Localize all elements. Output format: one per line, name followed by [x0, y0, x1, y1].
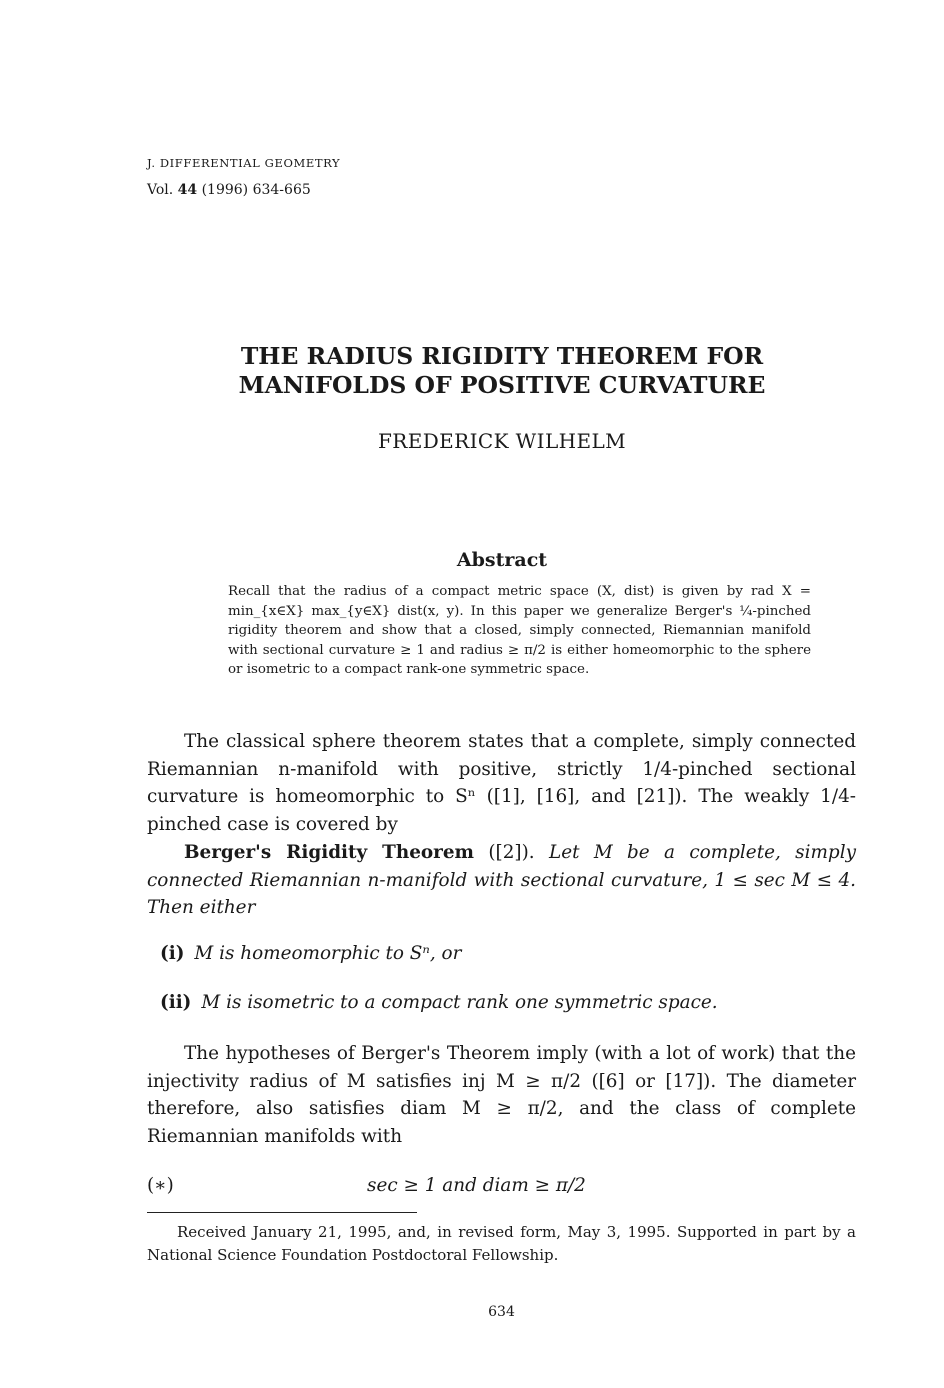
volume-suffix: (1996) 634-665	[201, 182, 311, 198]
footnote: Received January 21, 1995, and, in revised form, May 3, 1995. Supported in part by a National Science Foundation Postdoctoral Fellowship.	[147, 1223, 856, 1264]
footnote-rule	[147, 1212, 417, 1213]
paragraph-3: The hypotheses of Berger's Theorem imply (with a lot of work) that the injectivity radius of M satisfies inj M ≥ π/2 ([6] or [17]). The diameter therefore, also satisfies diam M ≥ π/2, and the class of complete Riemannian manifolds with	[147, 1043, 856, 1148]
journal-name: J. DIFFERENTIAL GEOMETRY	[147, 156, 341, 170]
theorem-name: Berger's Rigidity Theorem	[184, 842, 475, 863]
paragraph-1: The classical sphere theorem states that a complete, simply connected Riemannian n-manifold with positive, strictly 1/4-pinched sectional curvature is homeomorphic to Sⁿ ([1], [16], and [21]). The weakly 1/4-pinched case is covered by	[147, 731, 856, 836]
paper-title	[180, 342, 824, 400]
item-text: M is isometric to a compact rank one symmetric space.	[201, 992, 718, 1013]
theorem-text: Let M be a complete, simply connected Riemannian n-manifold with sectional curvature, 1 ≤ sec M ≤ 4. Then either	[147, 842, 856, 919]
item-label: (i)	[160, 943, 185, 964]
page-number: 634	[488, 1304, 515, 1320]
theorem-statement	[147, 839, 856, 922]
title-line-2: MANIFOLDS OF POSITIVE CURVATURE	[238, 371, 766, 399]
theorem-ref: ([2]).	[488, 842, 535, 863]
equation-label: (∗)	[147, 1175, 174, 1196]
author-name: FREDERICK WILHELM	[377, 429, 627, 453]
volume-info	[147, 182, 311, 198]
abstract-text: Recall that the radius of a compact metric space (X, dist) is given by rad X = min_{x∈X} max_{y∈X} dist(x, y). In this paper we generalize Berger's ¼-pinched rigidity theorem and show that a closed, simply connected, Riemannian manifold with sectional curvature ≥ 1 and radius ≥ π/2 is either homeomorphic to the sphere or isometric to a compact rank-one symmetric space.	[228, 584, 811, 677]
theorem-item-2	[160, 992, 718, 1013]
item-text: M is homeomorphic to Sⁿ, or	[194, 943, 462, 964]
volume-prefix: Vol.	[147, 182, 174, 198]
theorem-item-1	[160, 943, 461, 964]
equation: sec ≥ 1 and diam ≥ π/2	[367, 1175, 586, 1196]
volume-number: 44	[177, 182, 198, 198]
item-label: (ii)	[160, 992, 192, 1013]
abstract-heading: Abstract	[456, 549, 548, 571]
title-line-1: THE RADIUS RIGIDITY THEOREM FOR	[240, 342, 764, 370]
